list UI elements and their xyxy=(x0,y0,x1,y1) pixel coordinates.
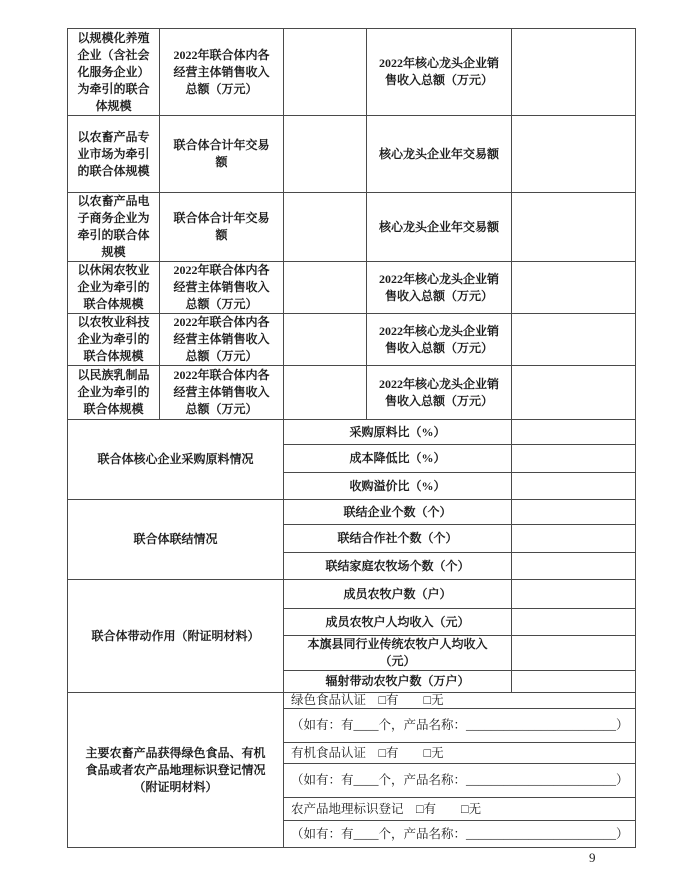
value-input-cell[interactable] xyxy=(512,525,636,553)
value-input-cell[interactable] xyxy=(512,473,636,500)
metric-label-cell: 本旗县同行业传统农牧户人均收入（元） xyxy=(284,636,512,671)
metric-label-cell: 收购溢价比（%） xyxy=(284,473,512,500)
metric-label-cell: 2022年联合体内各经营主体销售收入总额（万元） xyxy=(160,366,284,420)
table-row xyxy=(68,262,636,314)
value-input-cell[interactable] xyxy=(512,262,636,314)
value-input-cell[interactable] xyxy=(512,636,636,671)
value-input-cell[interactable] xyxy=(512,420,636,445)
table-row xyxy=(68,420,636,445)
table-row xyxy=(68,193,636,262)
category-cell: 以农畜产品专业市场为牵引的联合体规模 xyxy=(68,116,160,193)
value-input-cell[interactable] xyxy=(512,366,636,420)
metric-label-cell: 2022年核心龙头企业销售收入总额（万元） xyxy=(367,314,512,366)
metric-label-cell: 2022年核心龙头企业销售收入总额（万元） xyxy=(367,262,512,314)
value-input-cell[interactable] xyxy=(512,29,636,116)
value-input-cell[interactable] xyxy=(512,553,636,580)
form-table xyxy=(67,28,636,848)
metric-label-cell: 2022年核心龙头企业销售收入总额（万元） xyxy=(367,366,512,420)
table-row xyxy=(68,314,636,366)
cert-status-row-organic-food[interactable]: 有机食品认证 □有 □无 xyxy=(284,743,636,764)
value-input-cell[interactable] xyxy=(512,314,636,366)
metric-label-cell: 联结合作社个数（个） xyxy=(284,525,512,553)
value-input-cell[interactable] xyxy=(512,445,636,473)
value-input-cell[interactable] xyxy=(512,671,636,693)
value-input-cell[interactable] xyxy=(512,609,636,636)
metric-label-cell: 2022年联合体内各经营主体销售收入总额（万元） xyxy=(160,314,284,366)
value-input-cell[interactable] xyxy=(284,314,367,366)
cert-detail-row-organic-food[interactable]: （如有：有____个，产品名称：________________________） xyxy=(284,764,636,798)
table-row xyxy=(68,500,636,525)
value-input-cell[interactable] xyxy=(512,580,636,609)
table-row xyxy=(68,693,636,709)
category-cell: 以民族乳制品企业为牵引的联合体规模 xyxy=(68,366,160,420)
cert-status-row-geo-indication[interactable]: 农产品地理标识登记 □有 □无 xyxy=(284,798,636,821)
metric-label-cell: 核心龙头企业年交易额 xyxy=(367,193,512,262)
metric-label-cell: 采购原料比（%） xyxy=(284,420,512,445)
table-row xyxy=(68,366,636,420)
value-input-cell[interactable] xyxy=(284,193,367,262)
section-label-cell: 联合体联结情况 xyxy=(68,500,284,580)
metric-label-cell: 联合体合计年交易额 xyxy=(160,193,284,262)
metric-label-cell: 2022年联合体内各经营主体销售收入总额（万元） xyxy=(160,262,284,314)
value-input-cell[interactable] xyxy=(284,116,367,193)
category-cell: 以农畜产品电子商务企业为牵引的联合体规模 xyxy=(68,193,160,262)
table-row xyxy=(68,580,636,609)
metric-label-cell: 核心龙头企业年交易额 xyxy=(367,116,512,193)
value-input-cell[interactable] xyxy=(284,29,367,116)
metric-label-cell: 成员农牧户人均收入（元） xyxy=(284,609,512,636)
value-input-cell[interactable] xyxy=(512,500,636,525)
cert-detail-row-green-food[interactable]: （如有：有____个，产品名称：________________________） xyxy=(284,709,636,743)
metric-label-cell: 2022年联合体内各经营主体销售收入总额（万元） xyxy=(160,29,284,116)
metric-label-cell: 成本降低比（%） xyxy=(284,445,512,473)
value-input-cell[interactable] xyxy=(512,116,636,193)
metric-label-cell: 联结企业个数（个） xyxy=(284,500,512,525)
value-input-cell[interactable] xyxy=(512,193,636,262)
metric-label-cell: 联结家庭农牧场个数（个） xyxy=(284,553,512,580)
metric-label-cell: 成员农牧户数（户） xyxy=(284,580,512,609)
category-cell: 以休闲农牧业企业为牵引的联合体规模 xyxy=(68,262,160,314)
category-cell: 以规模化养殖企业（含社会化服务企业）为牵引的联合体规模 xyxy=(68,29,160,116)
section-label-cell: 主要农畜产品获得绿色食品、有机食品或者农产品地理标识登记情况（附证明材料） xyxy=(68,693,284,848)
value-input-cell[interactable] xyxy=(284,262,367,314)
category-cell: 以农牧业科技企业为牵引的联合体规模 xyxy=(68,314,160,366)
metric-label-cell: 辐射带动农牧户数（万户） xyxy=(284,671,512,693)
cert-status-row-green-food[interactable]: 绿色食品认证 □有 □无 xyxy=(284,693,636,709)
section-label-cell: 联合体核心企业采购原料情况 xyxy=(68,420,284,500)
page-number: 9 xyxy=(589,850,596,865)
section-label-cell: 联合体带动作用（附证明材料） xyxy=(68,580,284,693)
table-row xyxy=(68,29,636,116)
metric-label-cell: 联合体合计年交易额 xyxy=(160,116,284,193)
metric-label-cell: 2022年核心龙头企业销售收入总额（万元） xyxy=(367,29,512,116)
table-row xyxy=(68,116,636,193)
value-input-cell[interactable] xyxy=(284,366,367,420)
cert-detail-row-geo-indication[interactable]: （如有：有____个，产品名称：________________________） xyxy=(284,821,636,848)
